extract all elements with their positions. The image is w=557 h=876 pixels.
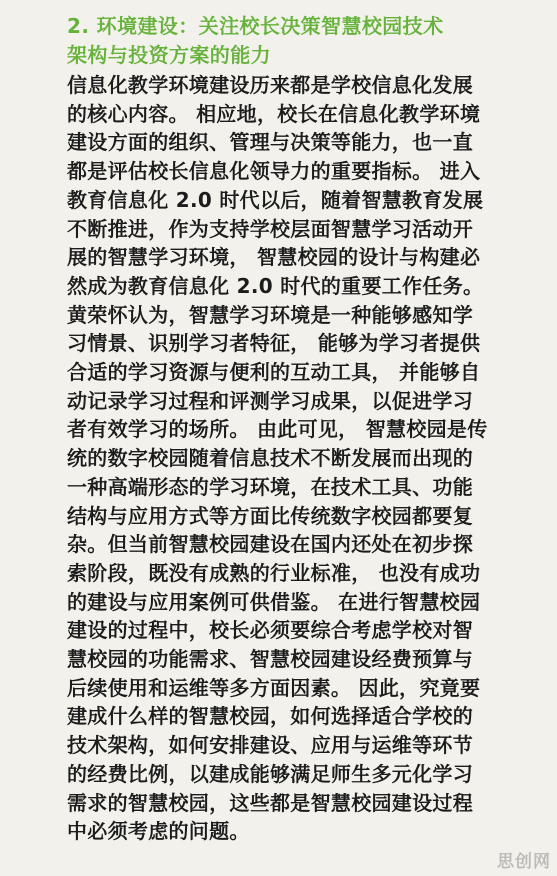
body-line: 信息化教学环境建设历来都是学校信息化发展 [67,73,473,97]
body-line: 黄荣怀认为，智慧学习环境是一种能够感知学 [67,302,473,327]
body-line: 都是评估校长信息化领导力的重要指标。 进入 [67,159,481,184]
body-line: 中必须考虑的问题。 [67,819,250,844]
body-line: 慧校园的功能需求、智慧校园建设经费预算与 [67,647,473,672]
watermark: 思创网 [497,852,551,872]
body-line: 不断推进，作为支持学校层面智慧学习活动开 [67,216,473,241]
section-heading [67,12,487,70]
body-line: 统的数字校园随着信息技术不断发展而出现的 [67,446,473,471]
body-line: 一种高端形态的学习环境，在技术工具、功能 [67,474,473,499]
body-line: 教育信息化 2.0 时代以后，随着智慧教育发展 [67,187,484,212]
body-line: 习情景、识别学习者特征， 能够为学习者提供 [67,331,481,356]
article [67,12,487,846]
body-line: 建设的过程中，校长必须要综合考虑学校对智 [67,618,473,643]
body-line: 结构与应用方式等方面比传统数字校园都要复 [67,503,473,528]
body-line: 建设方面的组织、管理与决策等能力，也一直 [67,130,473,155]
body-line: 然成为教育信息化 2.0 时代的重要工作任务。 [67,273,484,298]
heading-line: 2. 环境建设：关注校长决策智慧校园技术 [67,14,444,38]
body-line: 展的智慧学习环境， 智慧校园的设计与构建必 [67,245,481,270]
body-line: 技术架构，如何安排建设、应用与运维等环节 [67,733,473,758]
body-paragraph [67,71,487,846]
body-line: 合适的学习资源与便利的互动工具， 并能够自 [67,360,481,385]
body-line: 需求的智慧校园，这些都是智慧校园建设过程 [67,790,473,815]
body-line: 者有效学习的场所。 由此可见， 智慧校园是传 [67,417,488,442]
body-line: 索阶段，既没有成熟的行业标准， 也没有成功 [67,560,481,585]
body-line: 杂。但当前智慧校园建设在国内还处在初步探 [67,532,473,557]
body-line: 的建设与应用案例可供借鉴。 在进行智慧校园 [67,589,481,614]
body-line: 建成什么样的智慧校园，如何选择适合学校的 [67,704,473,729]
body-line: 后续使用和运维等多方面因素。 因此，究竟要 [67,675,481,700]
body-line: 的经费比例，以建成能够满足师生多元化学习 [67,761,473,786]
body-line: 的核心内容。 相应地，校长在信息化教学环境 [67,101,481,126]
body-line: 动记录学习过程和评测学习成果，以促进学习 [67,388,473,413]
heading-line: 架构与投资方案的能力 [67,43,271,67]
